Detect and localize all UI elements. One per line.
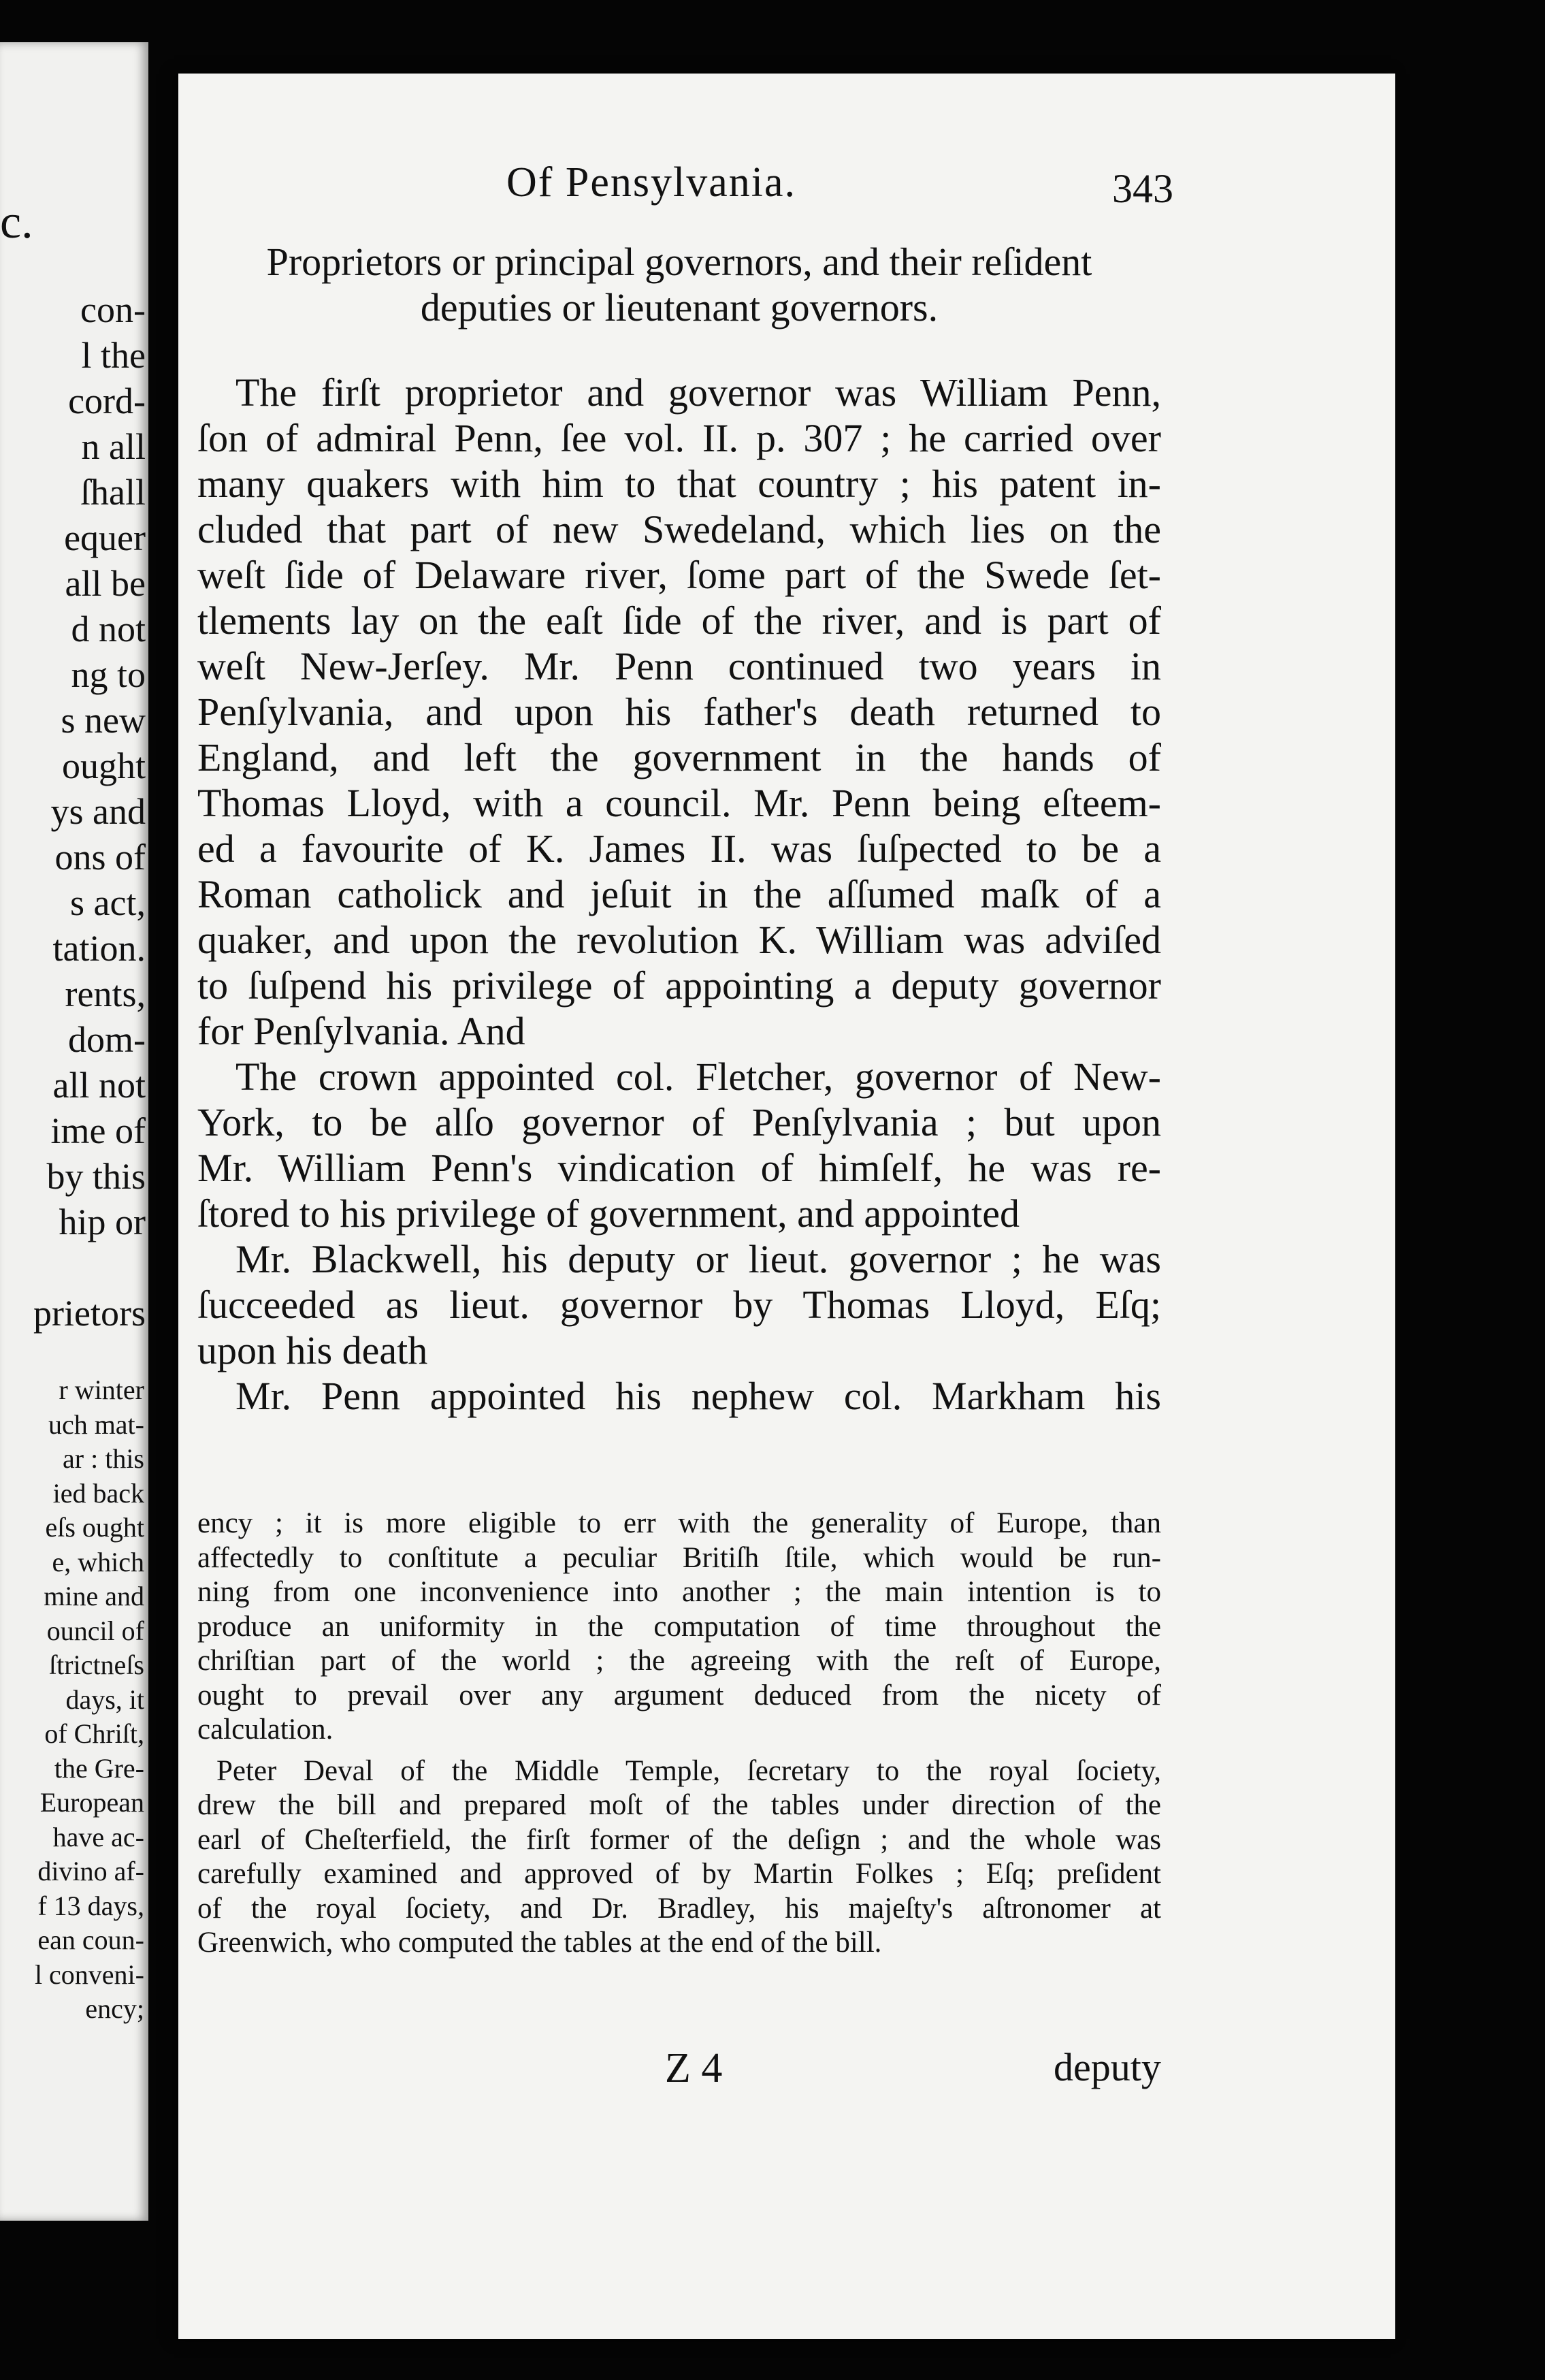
left-line: ſhall xyxy=(80,472,146,513)
left-note-line: ied back xyxy=(52,1477,144,1509)
section-heading xyxy=(197,239,1161,330)
text-line: Proprietors or principal governors, and their reſident xyxy=(266,240,1092,284)
text-line: deputies or lieutenant governors. xyxy=(420,285,939,329)
text-line: Roman catholick and jeſuit in the aſſumed maſk of a xyxy=(197,872,1161,916)
text-line: The crown appointed col. Fletcher, governor of New- xyxy=(235,1055,1161,1099)
left-note-line: mine and xyxy=(44,1581,144,1611)
text-line: tlements lay on the eaſt ſide of the river, and is part of xyxy=(197,598,1161,643)
text-line: weſt New-Jerſey. Mr. Penn continued two years in xyxy=(197,644,1161,688)
left-note-line: ſtrictneſs xyxy=(49,1650,144,1680)
text-line: upon his death xyxy=(197,1328,428,1372)
left-note-line: days, it xyxy=(65,1684,144,1715)
page-number: 343 xyxy=(1112,166,1173,211)
text-line: Thomas Lloyd, with a council. Mr. Penn being eſteem- xyxy=(197,781,1161,825)
text-line: Mr. William Penn's vindication of himſelf, he was re- xyxy=(197,1146,1161,1190)
left-line xyxy=(0,1245,146,1291)
left-line: by this xyxy=(46,1156,146,1197)
paragraph xyxy=(197,370,1161,1054)
footnote xyxy=(197,1754,1161,1961)
text-line: ed a favourite of K. James II. was ſuſpected to be a xyxy=(197,826,1161,871)
book-page xyxy=(178,74,1395,2339)
left-note-line: of Chriſt, xyxy=(44,1718,144,1749)
left-line: d not xyxy=(71,609,146,649)
catchword: deputy xyxy=(1054,2045,1161,2089)
left-line: hip or xyxy=(59,1202,146,1242)
signature-mark: Z 4 xyxy=(665,2045,723,2091)
left-line: ought xyxy=(61,745,146,786)
footnote-line: produce an uniformity in the computation of time throughout the xyxy=(197,1610,1161,1643)
text-line: Mr. Penn appointed his nephew col. Markham his xyxy=(235,1374,1161,1418)
left-note-line: the Gre- xyxy=(54,1752,144,1784)
left-note-line: r winter xyxy=(59,1374,144,1405)
footnote-line: affectedly to conſtitute a peculiar Britiſh ſtile, which would be run- xyxy=(197,1541,1161,1574)
left-line: con- xyxy=(80,289,146,330)
left-line: l the xyxy=(81,335,146,376)
left-line: equer xyxy=(64,517,146,558)
left-note-line: ar : this xyxy=(63,1443,144,1474)
left-note-line: ouncil of xyxy=(46,1615,144,1646)
left-note-line: divino af- xyxy=(37,1856,144,1886)
footnote-line: earl of Cheſterfield, the firſt former of the deſign ; and the whole was xyxy=(197,1823,1161,1856)
footnote-line: Greenwich, who computed the tables at the end of the bill. xyxy=(197,1927,882,1959)
text-line: ſtored to his privilege of government, and appointed xyxy=(197,1191,1020,1236)
footnote-line: ought to prevail over any argument deduced from the nicety of xyxy=(197,1679,1161,1711)
text-line: England, and left the government in the hands of xyxy=(197,735,1161,779)
left-line: s new xyxy=(61,700,146,741)
text-line: cluded that part of new Swedeland, which lies on the xyxy=(197,507,1161,551)
left-line: rents, xyxy=(65,974,146,1014)
text-line: many quakers with him to that country ; his patent in- xyxy=(197,462,1161,506)
text-line: Mr. Blackwell, his deputy or lieut. governor ; he was xyxy=(235,1237,1161,1281)
left-note-line: ean coun- xyxy=(37,1925,144,1955)
main-text xyxy=(197,239,1161,1419)
left-line: ime of xyxy=(50,1110,146,1151)
text-line: York, to be alſo governor of Penſylvania ; but upon xyxy=(197,1100,1161,1144)
left-page-fragment xyxy=(0,42,148,2221)
text-line: quaker, and upon the revolution K. William was adviſed xyxy=(197,918,1161,962)
left-line: ons of xyxy=(54,837,146,878)
footnote-line: calculation. xyxy=(197,1714,334,1746)
left-note-line: European xyxy=(39,1787,144,1818)
left-note-line: ency; xyxy=(85,1993,144,2024)
left-line: tation. xyxy=(52,928,146,969)
text-line: for Penſylvania. And xyxy=(197,1009,525,1053)
left-note-line: have ac- xyxy=(52,1821,144,1852)
footnote-line: ning from one inconvenience into another ; the main intention is to xyxy=(197,1576,1161,1608)
left-line: all not xyxy=(52,1065,146,1106)
footnote-line: of the royal ſociety, and Dr. Bradley, his majeſty's aſtronomer at xyxy=(197,1892,1161,1925)
text-line: ſucceeded as lieut. governor by Thomas Lloyd, Eſq; xyxy=(197,1283,1161,1327)
left-line: cord- xyxy=(68,381,146,421)
left-main-text xyxy=(0,287,146,1336)
footnote-line: carefully examined and approved of by Martin Folkes ; Eſq; preſident xyxy=(197,1858,1161,1890)
footnote-line: drew the bill and prepared moſt of the tables under direction of the xyxy=(197,1789,1161,1821)
footnote-continued xyxy=(197,1507,1161,1748)
footnote-line: Peter Deval of the Middle Temple, ſecretary to the royal ſociety, xyxy=(216,1754,1161,1787)
left-line: dom- xyxy=(68,1019,146,1060)
left-note-line: l conveni- xyxy=(34,1959,144,1990)
left-line: prietors xyxy=(33,1293,146,1334)
paragraph xyxy=(197,1236,1161,1373)
left-note-line: f 13 days, xyxy=(37,1890,144,1921)
left-line: n all xyxy=(81,426,146,467)
paragraph xyxy=(197,1054,1161,1236)
text-line: Penſylvania, and upon his father's death returned to xyxy=(197,690,1161,734)
left-line: ys and xyxy=(50,791,146,832)
left-note-line: e, which xyxy=(52,1546,144,1577)
text-line: to ſuſpend his privilege of appointing a deputy governor xyxy=(197,963,1161,1008)
left-line: ng to xyxy=(71,654,146,695)
left-note-line: eſs ought xyxy=(45,1512,144,1543)
left-note-line: uch mat- xyxy=(48,1409,144,1440)
left-footnote-text xyxy=(0,1373,144,2027)
footnote-line: chriſtian part of the world ; the agreeing with the reſt of Europe, xyxy=(197,1645,1161,1677)
left-running-head: c. xyxy=(0,196,33,248)
text-line: The firſt proprietor and governor was William Penn, xyxy=(235,370,1161,415)
text-line: weſt ſide of Delaware river, ſome part of the Swede ſet- xyxy=(197,553,1161,597)
left-line: s act, xyxy=(70,882,146,923)
footnote-line: ency ; it is more eligible to err with the generality of Europe, than xyxy=(197,1507,1161,1539)
running-title: Of Pensylvania. xyxy=(506,159,797,206)
text-line: ſon of admiral Penn, ſee vol. II. p. 307 ; he carried over xyxy=(197,416,1161,460)
left-line: all be xyxy=(65,563,146,604)
footnotes xyxy=(197,1507,1161,1961)
running-head xyxy=(178,159,1395,220)
paragraph xyxy=(197,1373,1161,1419)
